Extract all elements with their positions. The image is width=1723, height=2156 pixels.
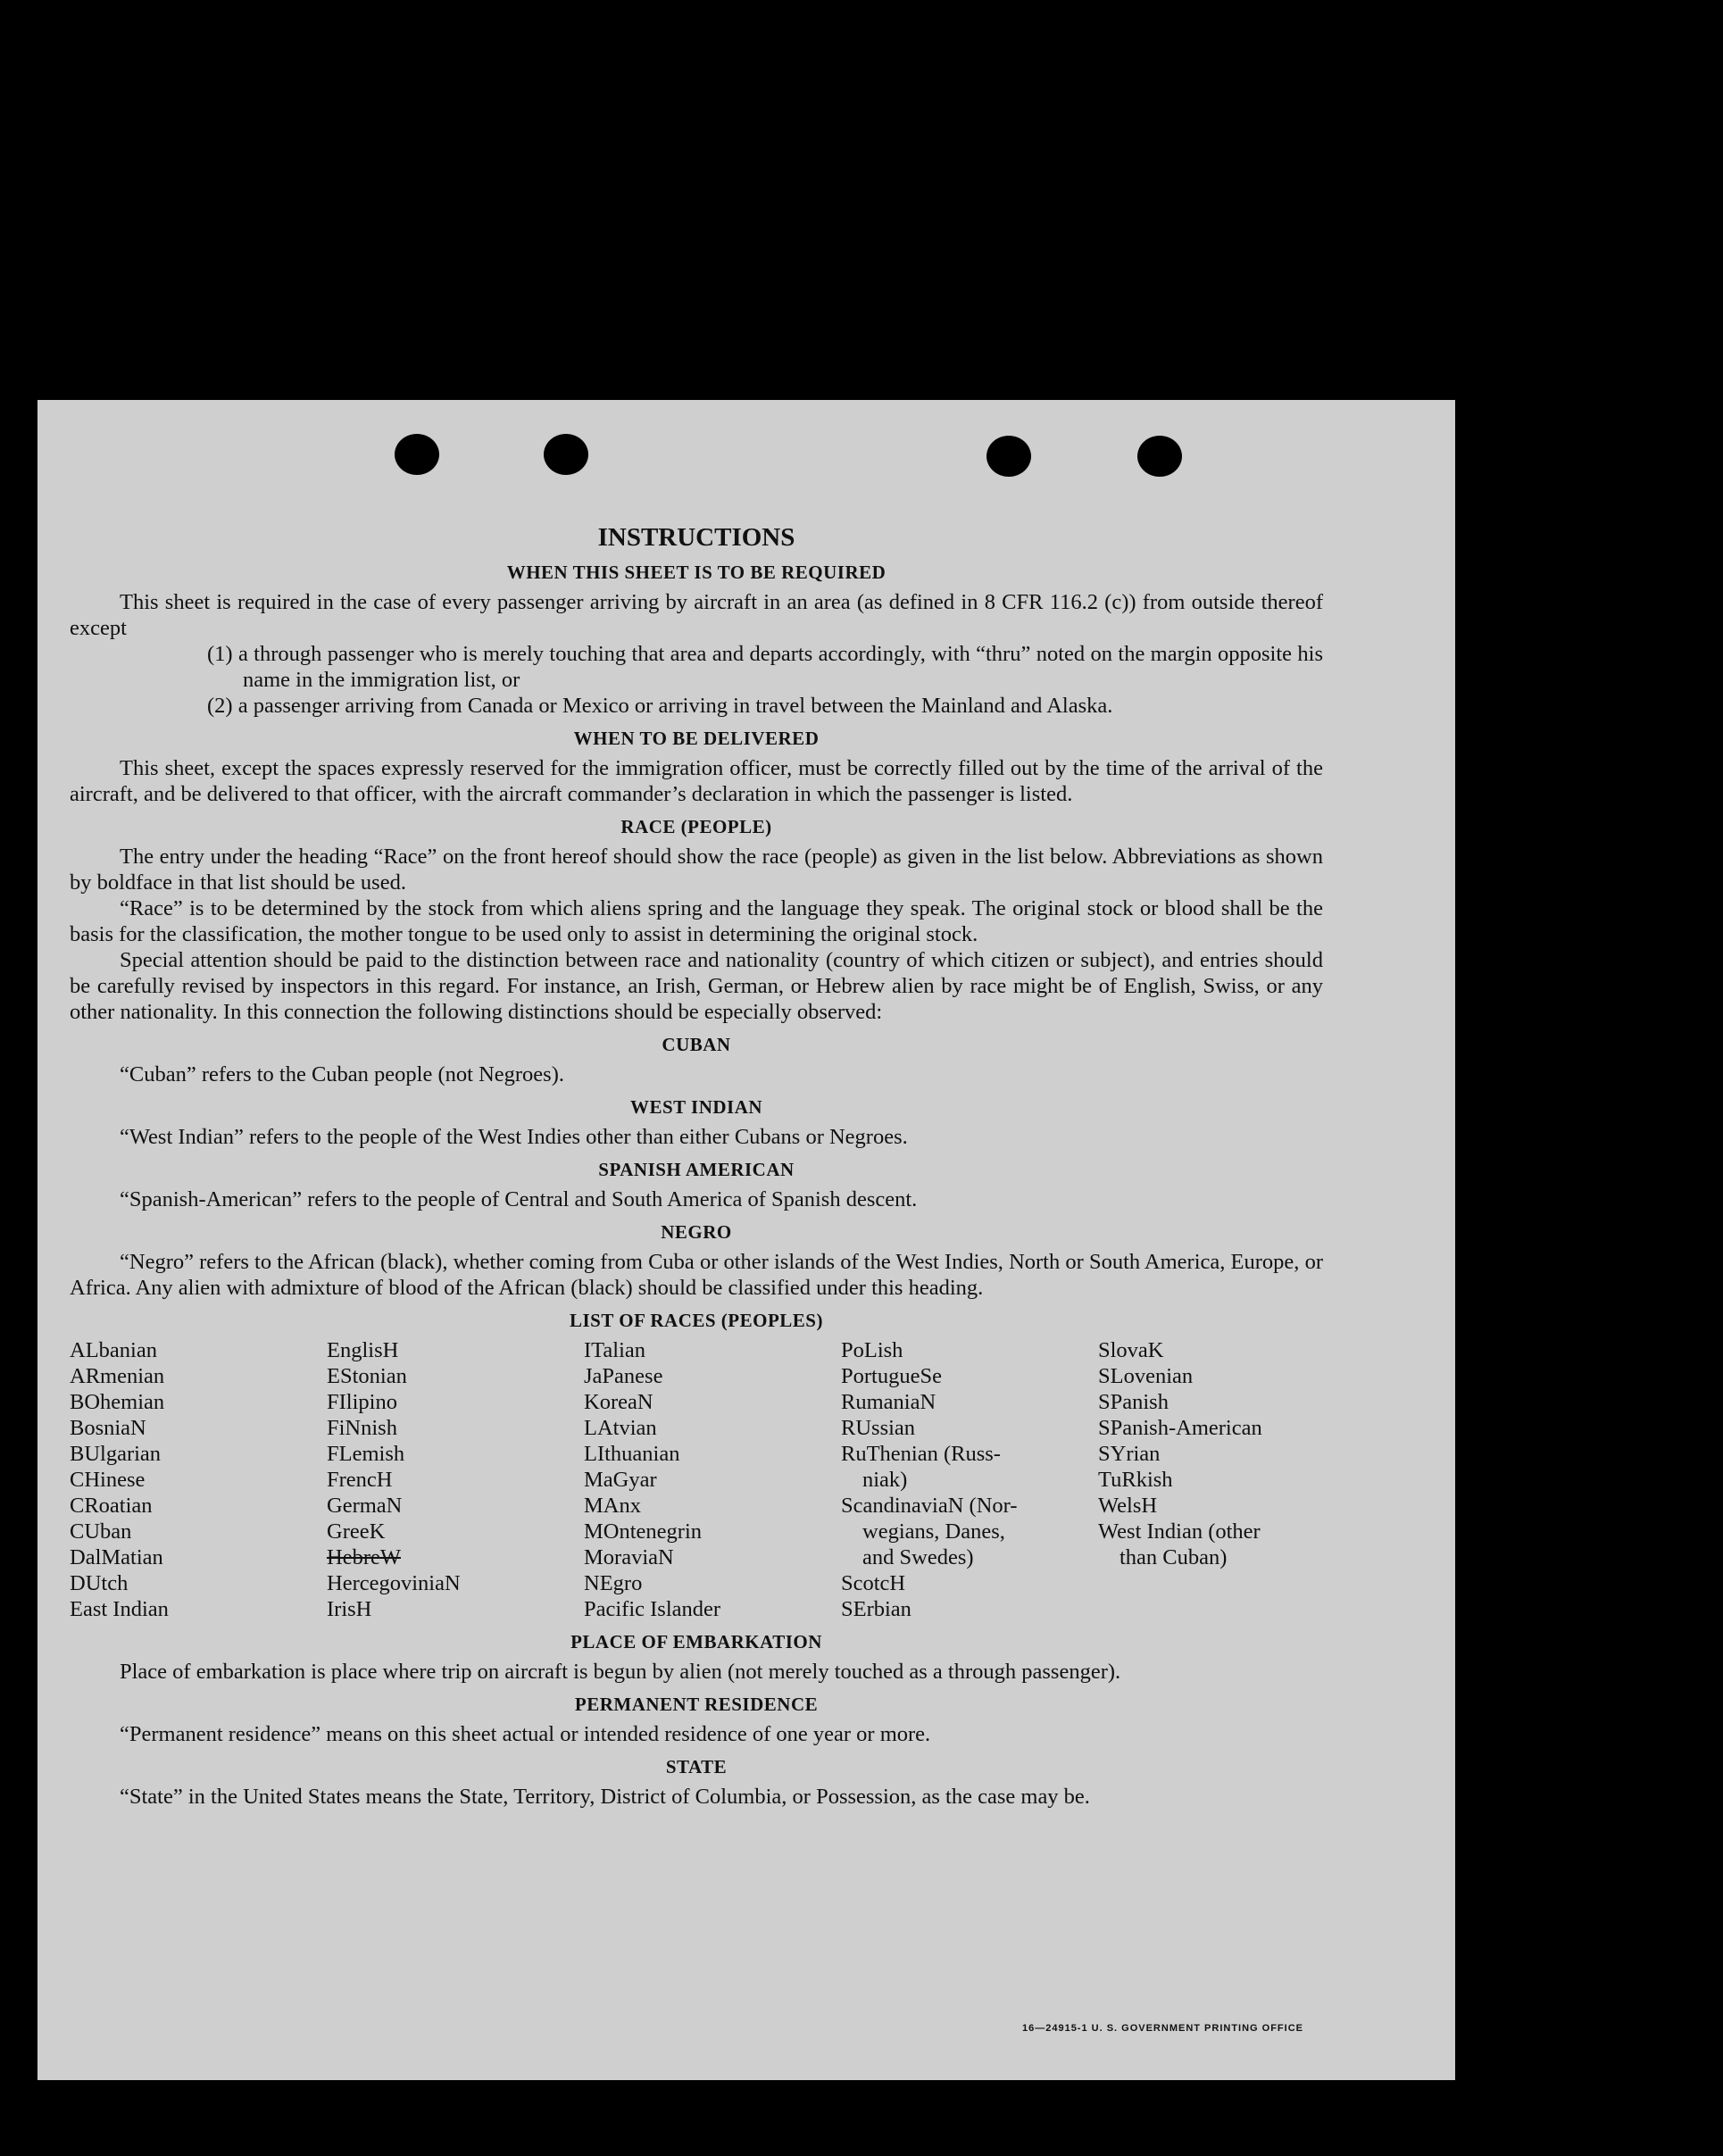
- race-entry: CHinese: [70, 1468, 146, 1492]
- race-entry: WelsH: [1098, 1494, 1158, 1518]
- race-entry: SlovaK: [1098, 1338, 1164, 1362]
- race-entry: [1098, 1570, 1323, 1596]
- race-entry: East Indian: [70, 1597, 169, 1621]
- race-entry: SErbian: [841, 1597, 911, 1621]
- race-entry: FIlipino: [327, 1390, 397, 1414]
- race-entry: NEgro: [584, 1571, 643, 1595]
- race-entry: LIthuanian: [584, 1442, 680, 1466]
- race-entry: ALbanian: [70, 1338, 157, 1362]
- punch-hole: [395, 434, 439, 475]
- section-heading: WHEN TO BE DELIVERED: [573, 728, 820, 749]
- race-entry: BosniaN: [70, 1416, 146, 1440]
- race-entry: BOhemian: [70, 1390, 165, 1414]
- race-entry: CRoatian: [70, 1494, 153, 1518]
- race-entry: and Swedes): [862, 1545, 974, 1569]
- paragraph: Special attention should be paid to the distinction between race and nationality (country of which citizen or subject), and entries should be carefully revised by inspectors in this regard. For instance, an Irish, German, or Hebrew alien by race might be of English, Swiss, or any other nationality. In this connection the following distinctions should be especially observed:: [70, 948, 1323, 1024]
- race-entry: FLemish: [327, 1442, 405, 1466]
- race-entry: Pacific Islander: [584, 1597, 721, 1621]
- race-entry: DalMatian: [70, 1545, 163, 1569]
- paragraph: “Race” is to be determined by the stock from which aliens spring and the language they speak. The original stock or blood shall be the basis for the classification, the mother tongue to be used only to assist in determining the original stock.: [70, 896, 1323, 946]
- paragraph: “Permanent residence” means on this sheet actual or intended residence of one year or more.: [120, 1722, 931, 1746]
- section-heading: STATE: [665, 1756, 728, 1777]
- race-entry: PortugueSe: [841, 1364, 942, 1388]
- section-heading: CUBAN: [662, 1034, 731, 1055]
- section-heading: WHEN THIS SHEET IS TO BE REQUIRED: [506, 562, 886, 583]
- race-entry: EnglisH: [327, 1338, 399, 1362]
- section-heading: NEGRO: [661, 1221, 732, 1243]
- page-title: INSTRUCTIONS: [597, 523, 795, 552]
- paragraph: “Cuban” refers to the Cuban people (not Negroes).: [120, 1062, 564, 1086]
- section-heading: RACE (PEOPLE): [620, 816, 772, 837]
- race-entry: SPanish: [1098, 1390, 1169, 1414]
- race-entry: ScandinaviaN (Nor-: [841, 1494, 1018, 1518]
- paragraph: The entry under the heading “Race” on the front hereof should show the race (people) as given in the list below. Abbreviations as shown by boldface in that list should be used.: [70, 845, 1323, 895]
- race-entry: CUban: [70, 1519, 132, 1544]
- race-entry: wegians, Danes,: [862, 1519, 1005, 1544]
- section-heading: PERMANENT RESIDENCE: [574, 1694, 819, 1715]
- race-entry: ITalian: [584, 1338, 646, 1362]
- paragraph: This sheet is required in the case of every passenger arriving by aircraft in an area (as defined in 8 CFR 116.2 (c)) from outside thereof except: [70, 590, 1323, 640]
- race-entry: RUssian: [841, 1416, 916, 1440]
- race-entry: HercegoviniaN: [327, 1571, 461, 1595]
- list-item: (2) a passenger arriving from Canada or Mexico or arriving in travel between the Mainland and Alaska.: [207, 694, 1113, 718]
- section-heading: WEST INDIAN: [629, 1096, 763, 1118]
- race-entry: SYrian: [1098, 1442, 1161, 1466]
- race-entry: MAnx: [584, 1494, 641, 1518]
- punch-hole: [544, 434, 588, 475]
- race-entry: RumaniaN: [841, 1390, 936, 1414]
- paragraph: “Spanish-American” refers to the people of Central and South America of Spanish descent.: [120, 1187, 918, 1211]
- races-list: [70, 1337, 1323, 1622]
- race-entry: ScotcH: [841, 1571, 906, 1595]
- race-entry: ARmenian: [70, 1364, 165, 1388]
- paragraph: Place of embarkation is place where trip on aircraft is begun by alien (not merely touched as a through passenger).: [120, 1660, 1121, 1684]
- race-entry: RuThenian (Russ-: [841, 1442, 1001, 1466]
- punch-hole: [986, 436, 1031, 477]
- race-entry: West Indian (other: [1098, 1519, 1261, 1544]
- section-heading: SPANISH AMERICAN: [598, 1159, 795, 1180]
- race-entry: [1098, 1596, 1323, 1622]
- instructions-content: [70, 523, 1323, 1810]
- race-entry: HebreW: [327, 1545, 401, 1569]
- punch-hole: [1137, 436, 1182, 477]
- paragraph: This sheet, except the spaces expressly reserved for the immigration officer, must be correctly filled out by the time of the arrival of the aircraft, and be delivered to that officer, with the aircraft commander’s declaration in which the passenger is listed.: [70, 756, 1323, 806]
- race-entry: DUtch: [70, 1571, 129, 1595]
- race-entry: PoLish: [841, 1338, 903, 1362]
- race-entry: SLovenian: [1098, 1364, 1194, 1388]
- race-entry: MaGyar: [584, 1468, 657, 1492]
- race-entry: BUlgarian: [70, 1442, 162, 1466]
- race-entry: TuRkish: [1098, 1468, 1173, 1492]
- race-entry: MOntenegrin: [584, 1519, 702, 1544]
- race-entry: EStonian: [327, 1364, 407, 1388]
- section-heading: PLACE OF EMBARKATION: [570, 1631, 822, 1652]
- paragraph: “West Indian” refers to the people of the West Indies other than either Cubans or Negroes.: [120, 1125, 908, 1149]
- form-sheet: [37, 400, 1455, 2080]
- race-entry: niak): [862, 1468, 908, 1492]
- race-entry: IrisH: [327, 1597, 372, 1621]
- paragraph: “State” in the United States means the State, Territory, District of Columbia, or Possession, as the case may be.: [120, 1785, 1090, 1809]
- section-heading: LIST OF RACES (PEOPLES): [570, 1310, 823, 1331]
- race-entry: than Cuban): [1120, 1545, 1228, 1569]
- printer-imprint: 16—24915-1 U. S. GOVERNMENT PRINTING OFFICE: [1021, 2023, 1303, 2034]
- race-entry: JaPanese: [584, 1364, 663, 1388]
- race-entry: KoreaN: [584, 1390, 653, 1414]
- list-item: (1) a through passenger who is merely touching that area and departs accordingly, with “thru” noted on the margin opposite his name in the immigration list, or: [207, 642, 1323, 692]
- race-entry: LAtvian: [584, 1416, 657, 1440]
- race-entry: SPanish-American: [1098, 1416, 1262, 1440]
- race-entry: GermaN: [327, 1494, 403, 1518]
- race-entry: MoraviaN: [584, 1545, 674, 1569]
- race-entry: FiNnish: [327, 1416, 397, 1440]
- race-entry: FrencH: [327, 1468, 393, 1492]
- paragraph: “Negro” refers to the African (black), whether coming from Cuba or other islands of the West Indies, North or South America, Europe, or Africa. Any alien with admixture of blood of the African (black) should be classified under this heading.: [70, 1250, 1323, 1300]
- race-entry: GreeK: [327, 1519, 386, 1544]
